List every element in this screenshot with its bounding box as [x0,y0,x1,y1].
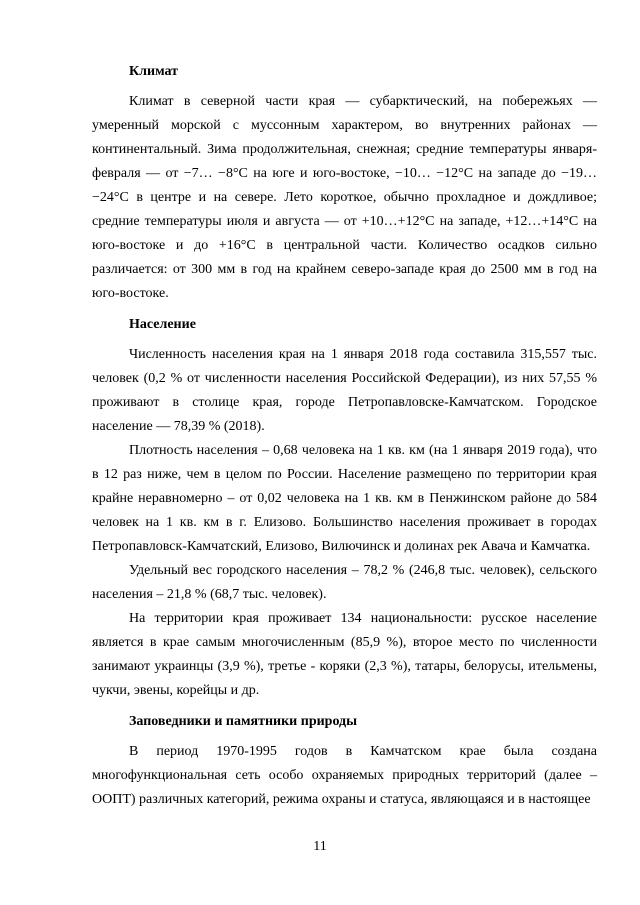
section-heading-climate: Климат [129,64,179,79]
section-population [92,313,597,703]
paragraph: Численность населения края на 1 января 2018 года составила 315,557 тыс. человек (0,2 % от численности населения Российской Федерации), из них 57,55 % проживают в столице края, городе Петропавловске-Камчатском. Городское население — 78,39 % (2018). [92,347,597,434]
paragraph: В период 1970-1995 годов в Камчатском крае была создана многофункциональная сеть особо охраняемых природных территорий (далее – ООПТ) различных категорий, режима охраны и статуса, являющаяся и в настоящее [92,744,597,807]
paragraph: Климат в северной части края — субарктический, на побережьях — умеренный морской с муссонным характером, во внутренних районах — континентальный. Зима продолжительная, снежная; средние температуры января-февраля — от −7… −8°С на юге и юго-востоке, −10… −12°С на западе до −19… −24°С в центре и на севере. Лето короткое, обычно прохладное и дождливое; средние температуры июля и августа — от +10…+12°С на западе, +12…+14°С на юго-востоке и до +16°С в центральной части. Количество осадков сильно различается: от 300 мм в год на крайнем северо-западе края до 2500 мм в год на юго-востоке. [92,94,597,301]
section-reserves [92,710,597,812]
section-climate [92,60,597,306]
section-heading-population: Население [129,317,196,332]
paragraph: На территории края проживает 134 национальности: русское население является в крае самым многочисленным (85,9 %), второе место по численности занимают украинцы (3,9 %), третье - коряки (2,3 %), татары, белорусы, ительмены, чукчи, эвены, корейцы и др. [92,611,597,698]
document-page [92,60,597,812]
paragraph: Удельный вес городского населения – 78,2 % (246,8 тыс. человек), сельского населения – 21,8 % (68,7 тыс. человек). [92,563,597,602]
section-heading-reserves: Заповедники и памятники природы [129,714,358,729]
paragraph: Плотность населения – 0,68 человека на 1 кв. км (на 1 января 2019 года), что в 12 раз ниже, чем в целом по России. Население размещено по территории края крайне неравномерно – от 0,02 человека на 1 кв. км в Пенжинском районе до 584 человек на 1 кв. км в г. Елизово. Большинство населения проживает в городах Петропавловск-Камчатский, Елизово, Вилючинск и долинах рек Авача и Камчатка. [92,443,597,554]
page-number: 11 [313,839,327,854]
